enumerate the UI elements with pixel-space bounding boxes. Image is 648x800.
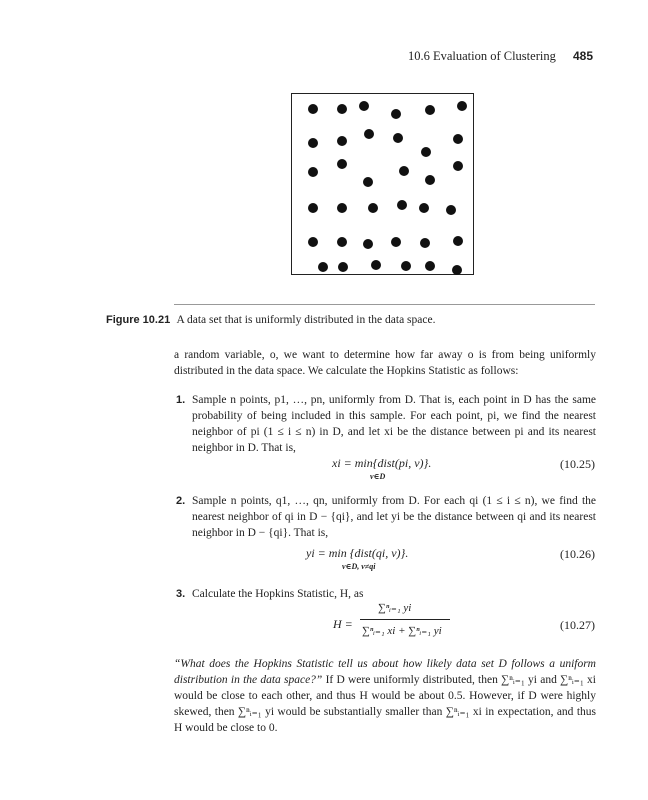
- figure-caption-text: A data set that is uniformly distributed in the data space.: [176, 314, 436, 326]
- data-point: [453, 161, 463, 171]
- step-3-text: Calculate the Hopkins Statistic, H, as: [192, 588, 364, 600]
- data-point: [364, 129, 374, 139]
- data-point: [421, 147, 431, 157]
- data-point: [393, 133, 403, 143]
- step-2-text: Sample n points, q1, …, qn, uniformly from D. For each qi (1 ≤ i ≤ n), we find the nearest neighbor of qi in D − {qi}, and let yi be the distance between qi and its nearest neighbor in D − {qi}. That is,: [192, 495, 596, 539]
- data-point: [368, 203, 378, 213]
- data-point: [371, 260, 381, 270]
- step-2-number: 2.: [176, 495, 186, 507]
- equation-10-26: yi = min {dist(qi, v)}.: [306, 546, 409, 560]
- data-point: [363, 239, 373, 249]
- data-point: [337, 104, 347, 114]
- step-1: [176, 392, 596, 456]
- data-point: [308, 203, 318, 213]
- data-point: [452, 265, 462, 275]
- data-point: [338, 262, 348, 272]
- data-point: [308, 167, 318, 177]
- data-point: [359, 101, 369, 111]
- data-point: [425, 105, 435, 115]
- hopkins-denominator: ∑ⁿᵢ₌₁ xi + ∑ⁿᵢ₌₁ yi: [362, 625, 442, 637]
- data-point: [457, 101, 467, 111]
- data-point: [399, 166, 409, 176]
- data-point: [397, 200, 407, 210]
- equation-number-10-27: (10.27): [560, 618, 595, 632]
- equation-10-25: xi = min{dist(pi, v)}.: [332, 456, 432, 470]
- data-point: [453, 134, 463, 144]
- data-point: [391, 237, 401, 247]
- data-point: [419, 203, 429, 213]
- data-point: [391, 109, 401, 119]
- step-1-number: 1.: [176, 394, 186, 406]
- equation-10-25-subscript: v∈D: [370, 472, 386, 481]
- fraction-bar: [360, 619, 450, 620]
- running-header: [408, 49, 593, 64]
- closing-answer: If D were uniformly distributed, then ∑ⁿᵢ₌₁ yi and ∑ⁿᵢ₌₁ xi would be close to each other, and thus H would be about 0.5. However, if D were highly skewed, then ∑ⁿᵢ₌₁ yi would be substantially smaller than ∑ⁿᵢ₌₁ xi in expectation, and thus H would be close to 0.: [174, 674, 596, 734]
- data-point: [308, 104, 318, 114]
- hopkins-numerator: ∑ⁿᵢ₌₁ yi: [378, 602, 412, 614]
- data-point: [337, 203, 347, 213]
- figure-caption: [106, 314, 435, 326]
- data-point: [425, 261, 435, 271]
- step-3: [176, 586, 596, 602]
- equation-10-26-subscript: v∈D, v≠qi: [342, 562, 376, 571]
- data-point: [446, 205, 456, 215]
- data-point: [337, 237, 347, 247]
- equation-number-10-25: (10.25): [560, 457, 595, 471]
- data-point: [401, 261, 411, 271]
- data-point: [363, 177, 373, 187]
- uniform-scatter-figure: [291, 93, 474, 275]
- data-point: [308, 138, 318, 148]
- closing-question: “What does the Hopkins Statistic tell us about how likely data set D follows a uniform distribution in the data space?”: [174, 658, 596, 686]
- step-3-number: 3.: [176, 588, 186, 600]
- data-point: [425, 175, 435, 185]
- data-point: [337, 159, 347, 169]
- step-1-text: Sample n points, p1, …, pn, uniformly from D. That is, each point in D has the same probability of being included in this sample. For each point, pi, we find the nearest neighbor of pi (1 ≤ i ≤ n) in D, and let xi be the distance between pi and its nearest neighbor in D. That is,: [192, 394, 596, 454]
- equation-10-27-lhs: H =: [333, 617, 353, 631]
- data-point: [318, 262, 328, 272]
- equation-number-10-26: (10.26): [560, 547, 595, 561]
- intro-paragraph: a random variable, o, we want to determine how far away o is from being uniformly distributed in the data space. We calculate the Hopkins Statistic as follows:: [174, 349, 596, 377]
- data-point: [308, 237, 318, 247]
- step-2: [176, 493, 596, 541]
- scatter-plot: [292, 94, 475, 276]
- closing-paragraph: [174, 656, 596, 736]
- section-title: 10.6 Evaluation of Clustering: [407, 49, 556, 63]
- figure-rule: [174, 304, 595, 305]
- data-point: [337, 136, 347, 146]
- figure-label: Figure 10.21: [106, 314, 171, 326]
- page-number: 485: [572, 49, 593, 63]
- data-point: [420, 238, 430, 248]
- data-point: [453, 236, 463, 246]
